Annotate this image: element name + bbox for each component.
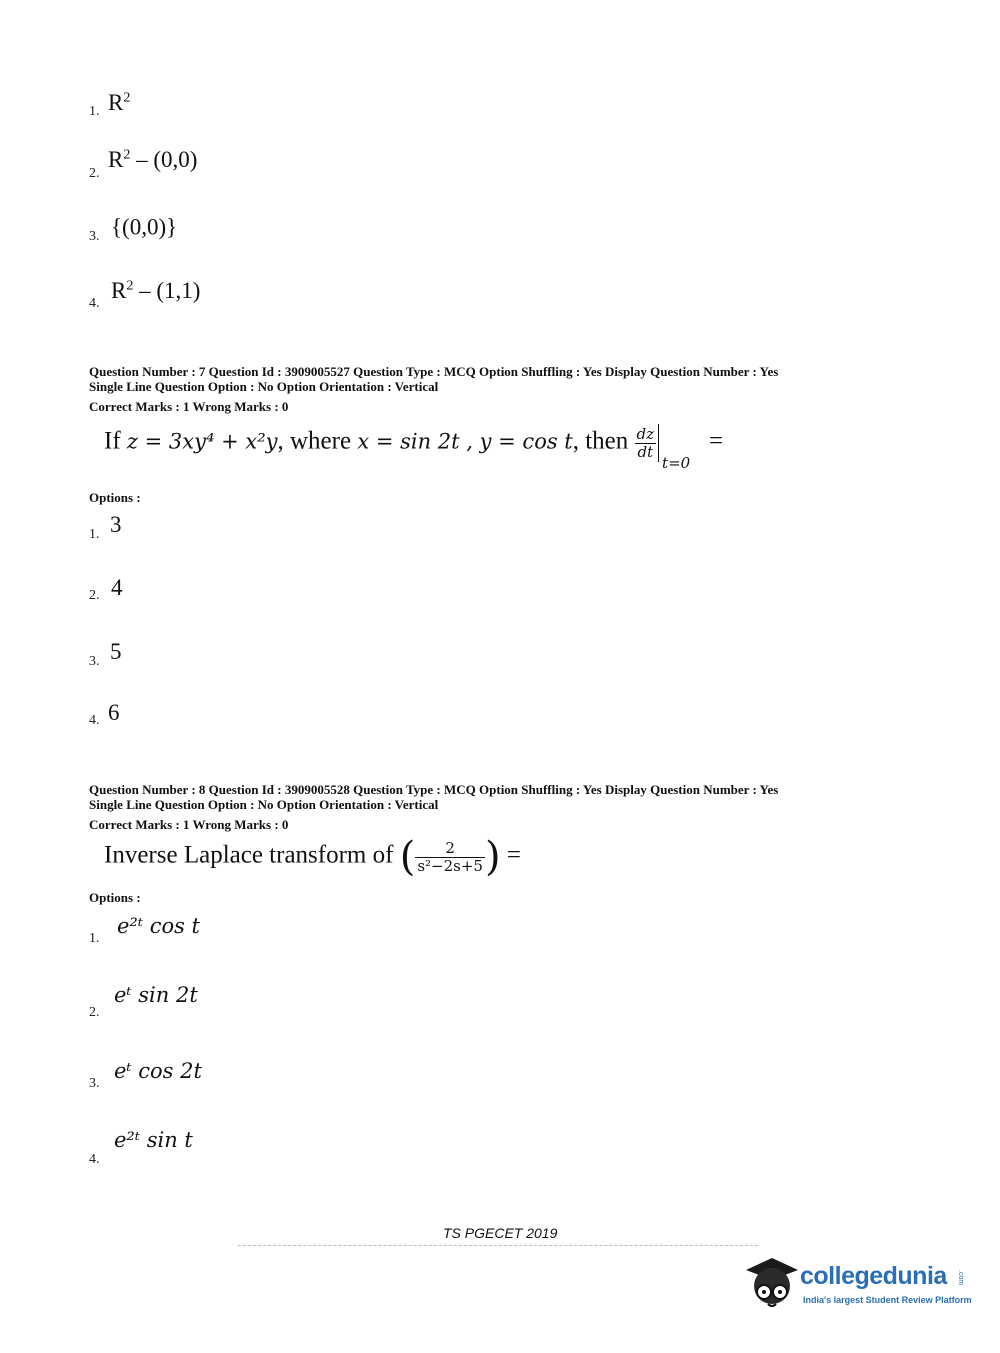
options-label: Options : — [89, 890, 141, 905]
option-text: $R^2$ — [108, 90, 131, 115]
option-number: 4. — [89, 296, 100, 311]
footer-divider — [238, 1245, 758, 1246]
option-text: 3 — [110, 512, 122, 537]
option-text: $R^2 - (0,0)$ — [108, 147, 198, 172]
option-number: 3. — [89, 229, 100, 244]
option-number: 2. — [89, 166, 100, 181]
option-text: e²ᵗ sin t — [114, 1128, 193, 1152]
option-number: 3. — [89, 654, 100, 669]
question-text: Inverse Laplace transform of ( $\frac{2}{\text{s²−2s+5}}$ ) = — [104, 834, 521, 880]
question-meta-line: Single Line Question Option : No Option Orientation : Vertical — [89, 379, 439, 394]
logo-tagline: India's largest Student Review Platform — [803, 1295, 972, 1305]
option-number: 1. — [89, 527, 100, 542]
footer-exam-name: TS PGECET 2019 — [443, 1225, 558, 1241]
option-text: $R^2 - (1,1)$ — [111, 278, 201, 303]
option-text: eᵗ sin 2t — [114, 983, 198, 1007]
option-number: 4. — [89, 1152, 100, 1167]
options-label: Options : — [89, 490, 141, 505]
logo-suffix: .com — [957, 1270, 964, 1286]
option-number: 1. — [89, 104, 100, 119]
option-text: e²ᵗ cos t — [117, 914, 200, 938]
option-number: 1. — [89, 931, 100, 946]
question-meta-line: Question Number : 7 Question Id : 3909005527 Question Type : MCQ Option Shuffling : Yes Display Question Number : Yes — [89, 364, 779, 379]
option-number: 2. — [89, 588, 100, 603]
question-marks: Correct Marks : 1 Wrong Marks : 0 — [89, 817, 289, 832]
option-text: 4 — [111, 575, 123, 600]
question-text: If z = 3xy⁴ + x²y, where x = sin 2t , y = cos t, then $\frac{dz}{dt}$ t=0 = — [104, 424, 724, 472]
option-number: 2. — [89, 1005, 100, 1020]
logo-wordmark: collegedunia — [800, 1262, 947, 1290]
option-text: 6 — [108, 700, 120, 725]
derivative-fraction: $\frac{dz}{dt}$ — [636, 424, 655, 461]
question-meta-line: Single Line Question Option : No Option Orientation : Vertical — [89, 797, 439, 812]
option-number: 3. — [89, 1076, 100, 1091]
question-marks: Correct Marks : 1 Wrong Marks : 0 — [89, 399, 289, 414]
laplace-fraction: $\frac{2}{\text{s²−2s+5}}$ — [417, 838, 483, 875]
collegedunia-mascot-icon — [742, 1248, 802, 1310]
evaluation-bar: t=0 — [658, 424, 709, 462]
option-text: 5 — [110, 639, 122, 664]
question-meta-line: Question Number : 8 Question Id : 3909005528 Question Type : MCQ Option Shuffling : Yes Display Question Number : Yes — [89, 782, 779, 797]
option-text: {(0,0)} — [111, 214, 178, 240]
option-number: 4. — [89, 713, 100, 728]
option-text: eᵗ cos 2t — [114, 1059, 202, 1083]
